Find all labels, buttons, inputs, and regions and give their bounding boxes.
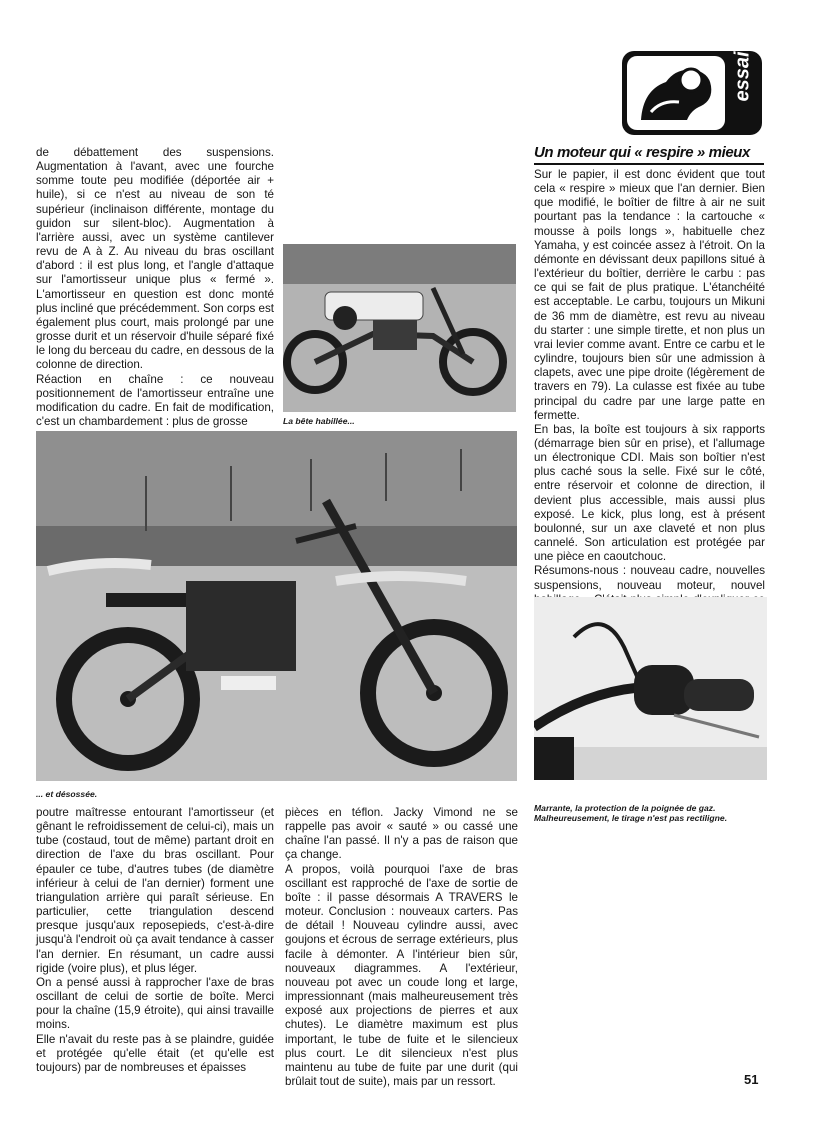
caption-stripped-bike: ... et désossée. bbox=[36, 789, 98, 799]
dressed-bike-photo bbox=[283, 244, 516, 412]
left-top-column bbox=[36, 146, 274, 429]
left-top-paragraph-1: de débattement des suspensions. Augmentation à l'avant, avec une fourche somme toute peu modifiée (déportée air + huile), si ce n'est au niveau de son té supérieur (inclinaison différente, montage du guidon sur silent-bloc). Augmentation à l'arrière aussi, avec un système cantilever revu de A à Z. Au niveau du bras oscillant d'abord : il est plus long, et l'angle d'attaque sur l'amortisseur unique plus « fermé ». L'amortisseur en question est donc monté plus incliné que précédemment. Son corps est également plus court, mais prolongé par une grosse durit et un réservoir d'huile séparé fixé le long du berceau du cadre, en dessous de la colonne de direction. bbox=[36, 146, 274, 372]
throttle-photo bbox=[534, 597, 767, 780]
section-title-rule bbox=[534, 163, 764, 165]
bottom-left-column bbox=[36, 806, 274, 1075]
bottom-mid-paragraph-1: pièces en téflon. Jacky Vimond ne se rappelle pas avoir « sauté » ou cassé une chaîne l'an passé. Il n'y a pas de raison que ça change. bbox=[285, 806, 518, 862]
bottom-mid-paragraph-2: A propos, voilà pourquoi l'axe de bras oscillant est rapproché de l'axe de sortie de boîte : il passe désormais A TRAVERS le moteur. Conclusion : nouveaux carters. Pas de détail ! Nouveau cylindre aussi, avec goujons et écrous de serrage extérieurs, plus facile à démonter. A l'intérieur bien sûr, nouveaux diagrammes. A l'extérieur, nouveau pot avec un coude long et large, impressionnant (mais malheureusement très exposé aux projections de pierres et aux chutes). Le diamètre maximum est plus important, le tube de fuite et le silencieux plus court. Le dit silencieux n'est plus maintenu au tube de fuite par une durit (qui brûlait tout de suite), mais par un ressort. bbox=[285, 862, 518, 1088]
caption-throttle: Marrante, la protection de la poignée de gaz. Malheureusement, le tirage n'est pas rectiligne. bbox=[534, 803, 728, 824]
bottom-left-paragraph-3: Elle n'avait du reste pas à se plaindre, guidée et protégée qu'elle était (et qu'elle est toujours) par de nombreuses et épaisses bbox=[36, 1032, 274, 1074]
right-paragraph-2: En bas, la boîte est toujours à six rapports (démarrage bien sûr en prise), et l'allumage un électronique CDI. Mais son boîtier n'est plus caché sous la selle. Fixé sur le côté, entre réservoir et colonne de direction, il devient plus accessible, mais aussi plus exposé. Le kick, plus long, est à présent boulonné, sur un axe claveté et non plus cannelé. Son articulation est protégée par une pièce en caoutchouc. bbox=[534, 422, 765, 564]
bottom-middle-column bbox=[285, 806, 518, 1089]
section-title: Un moteur qui « respire » mieux bbox=[534, 144, 750, 161]
essai-logo bbox=[621, 50, 763, 136]
bottom-left-paragraph-2: On a pensé aussi à rapprocher l'axe de bras oscillant de celui de sortie de boîte. Merci pour la chaîne (15,9 étroite), qui ainsi travaille moins. bbox=[36, 975, 274, 1032]
stripped-bike-photo bbox=[36, 431, 517, 781]
right-column bbox=[534, 168, 765, 621]
right-paragraph-3: Résumons-nous : nouveau cadre, nouvelles suspensions, nouveau moteur, nouvel bbox=[534, 564, 765, 592]
page-number: 51 bbox=[744, 1072, 759, 1087]
right-paragraph-1: Sur le papier, il est donc évident que tout cela « respire » mieux que l'an dernier. Bien que modifié, le boîtier de filtre à air ne suit pourtant pas la tendance : la cartouche « mousse à poils longs », habituelle chez Yamaha, y est coincée assez à l'étroit. On la démonte en dévissant deux papillons situé à l'extérieur du boîtier, derrière le carbu : pas ce qui se fait de plus pratique. L'étanchéité est acceptable. Le carbu, toujours un Mikuni de 36 mm de diamètre, est revu au niveau du starter : une simple tirette, et non plus un vrai levier comme avant. Entre ce carbu et le cylindre, toujours bien sûr une admission à clapets, avec une pipe droite (légèrement de travers en 79). La culasse est fixée au tube principal du cadre par une large patte en fermette. bbox=[534, 168, 765, 422]
logo-label bbox=[732, 82, 755, 102]
caption-dressed-bike: La bête habillée... bbox=[283, 416, 355, 426]
left-top-paragraph-2: Réaction en chaîne : ce nouveau positionnement de l'amortisseur entraîne une modification du cadre. En fait de modification, c'est un chambardement : plus de grosse bbox=[36, 372, 274, 428]
bottom-left-paragraph-1: poutre maîtresse entourant l'amortisseur (et gênant le refroidissement de celui-ci), mais un tube (costaud, tout de même) partant droit en direction de l'axe du bras oscillant. Pour épauler ce tube, d'autres tubes (de diamètre inférieur à celui de l'an dernier) forment une triangulation arrière qui paraît sérieuse. En particulier, cette triangulation descend presque jusqu'aux reposepieds, c'est-à-dire jusqu'à l'endroit où ça avait tendance à casser l'an dernier. En résumant, un cadre aussi rigide (voire plus), et plus léger. bbox=[36, 806, 274, 975]
